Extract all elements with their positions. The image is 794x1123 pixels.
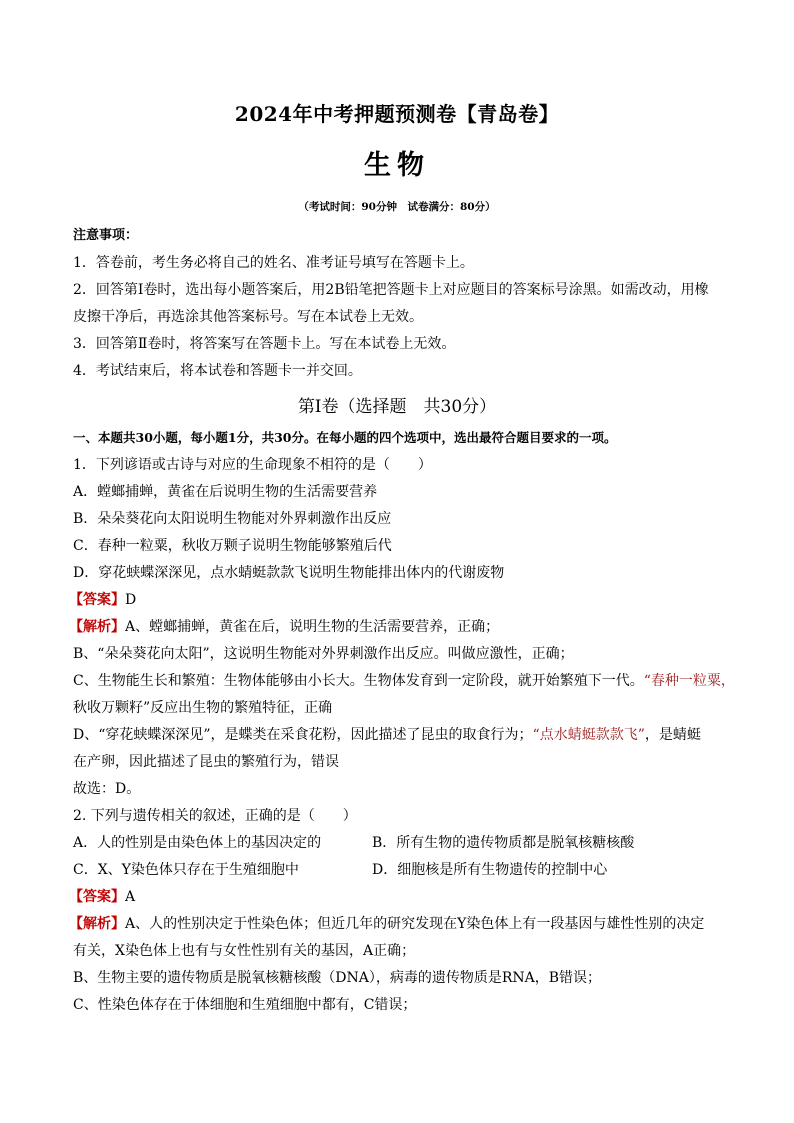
q2-analysis-a-cont: 有关，X染色体上也有与女性性别有关的基因，A正确； xyxy=(73,943,416,959)
exam-title: 2024年中考押题预测卷【青岛卷】 xyxy=(234,102,560,126)
q1-option-a: A．螳螂捕蝉，黄雀在后说明生物的生活需要营养 xyxy=(73,484,378,500)
quote-text: 秋收万颗籽” xyxy=(73,700,151,716)
q2-analysis-c: C、性染色体存在于体细胞和生殖细胞中都有，C错误； xyxy=(73,997,417,1013)
notice-item: 皮擦干净后，再选涂其他答案标号。写在本试卷上无效。 xyxy=(73,309,423,325)
q2-answer xyxy=(69,887,135,907)
answer-value: A xyxy=(125,889,136,905)
q1-analysis-b: B、“朵朵葵花向太阳”，这说明生物能对外界刺激作出反应。叫做应激性，正确； xyxy=(73,646,574,662)
notice-item: 4．考试结束后，将本试卷和答题卡一并交回。 xyxy=(73,363,362,379)
notice-heading: 注意事项： xyxy=(73,228,139,243)
q1-analysis-d xyxy=(73,725,701,745)
quote-text: “点水蜻蜓款款飞” xyxy=(532,727,645,743)
q1-option-d: D．穿花蛱蝶深深见，点水蜻蜓款款飞说明生物能排出体内的代谢废物 xyxy=(73,565,505,581)
q1-stem: 1．下列谚语或古诗与对应的生命现象不相符的是（ ） xyxy=(73,457,432,473)
q1-option-c: C．春种一粒粟，秋收万颗子说明生物能够繁殖后代 xyxy=(73,538,392,554)
q1-answer xyxy=(69,590,136,610)
q1-analysis-c-cont xyxy=(73,698,332,718)
answer-tag: 【答案】 xyxy=(69,592,125,608)
analysis-text: A、人的性别决定于性染色体；但近几年的研究发现在Y染色体上有一段基因与雄性性别的决定 xyxy=(125,916,705,932)
q2-analysis-a xyxy=(69,914,704,934)
quote-text: “春种一粒粟， xyxy=(643,673,735,689)
analysis-text: 反应出生物的繁殖特征，正确 xyxy=(150,700,333,716)
q1-analysis-c xyxy=(73,671,735,691)
analysis-tag: 【解析】 xyxy=(69,916,125,932)
q2-stem: 2. 下列与遗传相关的叙述，正确的是（ ） xyxy=(73,808,357,824)
notice-item: 2．回答第Ⅰ卷时，选出每小题答案后，用2B铅笔把答题卡上对应题目的答案标号涂黑。如需改动，用橡 xyxy=(73,282,709,298)
answer-tag: 【答案】 xyxy=(69,889,125,905)
q2-analysis-b: B、生物主要的遗传物质是脱氧核糖核酸（DNA），病毒的遗传物质是RNA，B错误； xyxy=(73,970,602,986)
q2-option-a: A．人的性别是由染色体上的基因决定的 xyxy=(73,835,322,851)
q2-option-c: C．X、Y染色体只存在于生殖细胞中 xyxy=(73,862,299,878)
q1-option-b: B．朵朵葵花向太阳说明生物能对外界刺激作出反应 xyxy=(73,511,392,527)
subject-title: 生物 xyxy=(364,150,430,181)
q2-option-d: D．细胞核是所有生物遗传的控制中心 xyxy=(372,862,608,878)
section-instruction: 一、本题共30小题，每小题1分，共30分。在每小题的四个选项中，选出最符合题目要求的一项。 xyxy=(73,430,617,445)
exam-info: （考试时间：90分钟 试卷满分：80分） xyxy=(298,201,496,213)
notice-item: 3．回答第Ⅱ卷时，将答案写在答题卡上。写在本试卷上无效。 xyxy=(73,336,456,352)
notice-item: 1．答卷前，考生务必将自己的姓名、准考证号填写在答题卡上。 xyxy=(73,255,474,271)
analysis-tag: 【解析】 xyxy=(69,619,125,635)
analysis-text: D、“穿花蛱蝶深深见”，是蝶类在采食花粉，因此描述了昆虫的取食行为； xyxy=(73,727,533,743)
section-title: 第Ⅰ卷（选择题 共30分） xyxy=(297,397,497,417)
analysis-text: A、螳螂捕蝉，黄雀在后，说明生物的生活需要营养，正确； xyxy=(125,619,500,635)
analysis-text: ，是蜻蜓 xyxy=(644,727,701,743)
q2-option-b: B．所有生物的遗传物质都是脱氧核糖核酸 xyxy=(372,835,635,851)
answer-value: D xyxy=(125,592,137,608)
q1-analysis-d-cont: 在产卵，因此描述了昆虫的繁殖行为，错误 xyxy=(73,754,339,770)
q1-analysis-a xyxy=(69,617,499,637)
analysis-text: C、生物能生长和繁殖：生物体能够由小长大。生物体发育到一定阶段，就开始繁殖下一代。 xyxy=(73,673,644,689)
q1-conclusion: 故选：D。 xyxy=(73,781,141,797)
